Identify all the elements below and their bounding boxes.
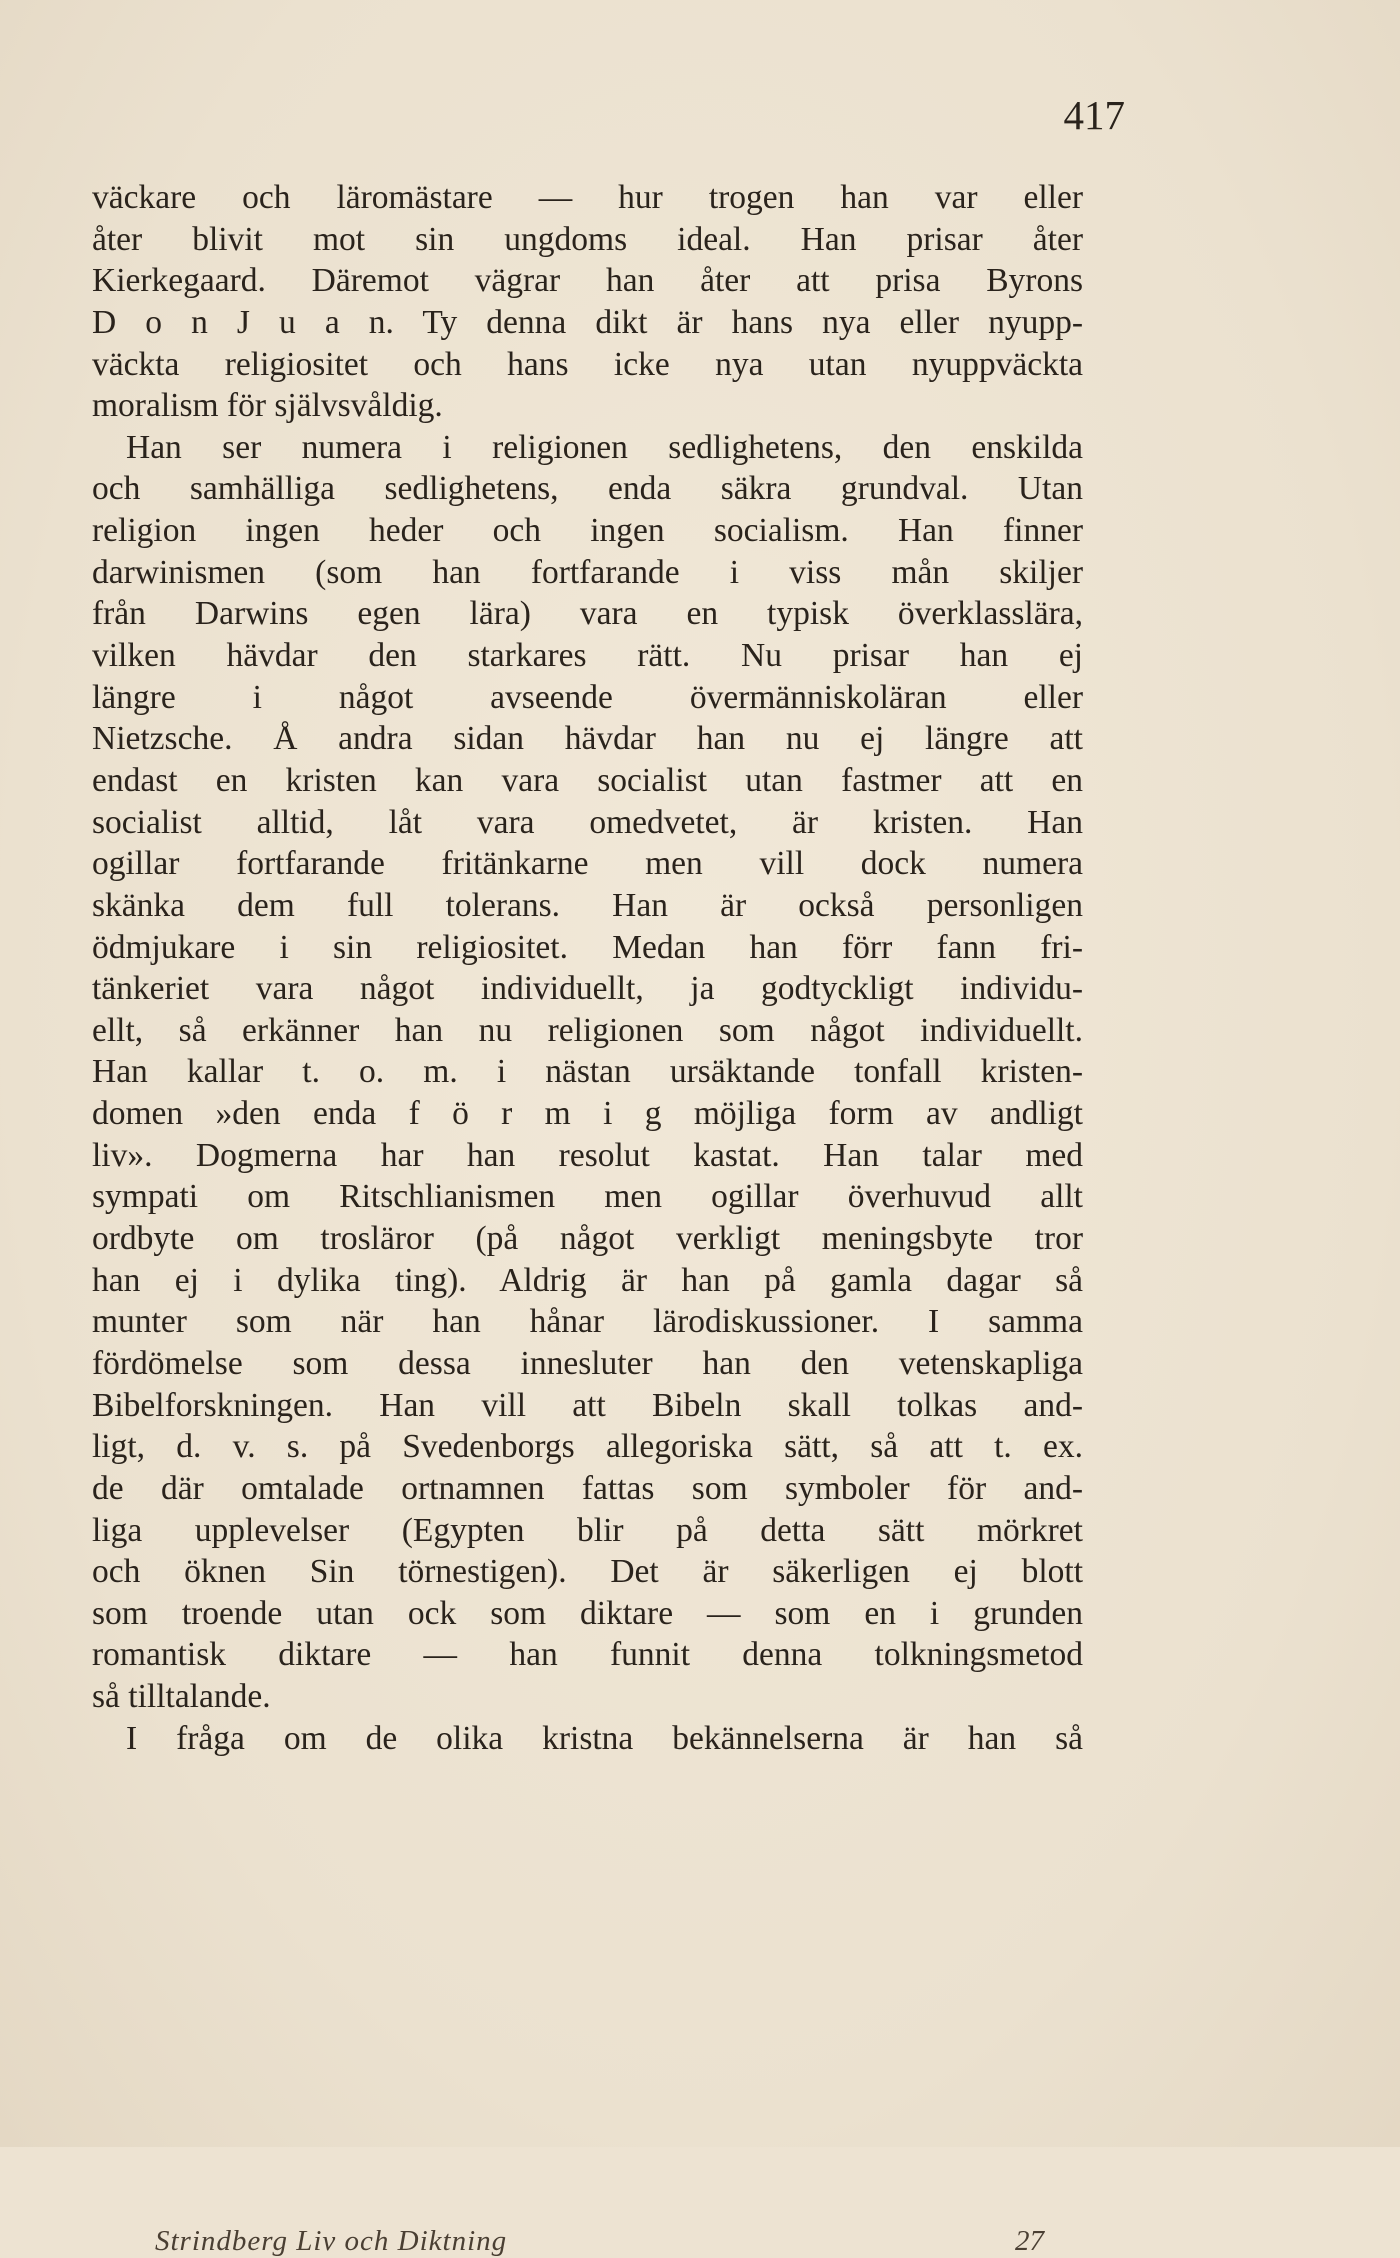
- text-line: Bibelforskningen. Han vill att Bibeln skall tolkas and-: [92, 1386, 1083, 1424]
- text-line: längre i något avseende övermänniskoläran eller: [92, 678, 1083, 716]
- text-line: darwinismen (som han fortfarande i viss mån skiljer: [92, 553, 1083, 591]
- text-line: och samhälliga sedlighetens, enda säkra grundval. Utan: [92, 470, 1083, 508]
- text-line: han ej i dylika ting). Aldrig är han på gamla dagar så: [92, 1261, 1083, 1299]
- body-text: [92, 177, 1083, 1759]
- text-line: domen »den enda f ö r m i g möjliga form av andligt: [92, 1095, 1083, 1133]
- signature-mark: Strindberg Liv och Diktning: [155, 2225, 508, 2257]
- text-line: ödmjukare i sin religiositet. Medan han förr fann fri-: [92, 928, 1083, 966]
- text-line: vilken hävdar den starkares rätt. Nu prisar han ej: [92, 637, 1083, 675]
- text-line: väckta religiositet och hans icke nya utan nyuppväckta: [92, 345, 1083, 383]
- text-line: D o n J u a n. Ty denna dikt är hans nya eller nyupp-: [92, 303, 1083, 341]
- text-line: Kierkegaard. Däremot vägrar han åter att prisa Byrons: [92, 262, 1083, 300]
- text-line: Han ser numera i religionen sedlighetens, den enskilda: [126, 428, 1083, 466]
- text-line: endast en kristen kan vara socialist utan fastmer att en: [92, 761, 1083, 799]
- text-line: de där omtalade ortnamnen fattas som symboler för and-: [92, 1469, 1083, 1507]
- text-line: Nietzsche. Å andra sidan hävdar han nu ej längre att: [92, 720, 1083, 758]
- text-line: liv». Dogmerna har han resolut kastat. Han talar med: [92, 1136, 1083, 1174]
- text-line: munter som när han hånar lärodiskussioner. I samma: [92, 1303, 1083, 1341]
- signature-number: 27: [1015, 2225, 1044, 2257]
- text-line: religion ingen heder och ingen socialism. Han finner: [92, 512, 1083, 550]
- page-number: 417: [1063, 92, 1125, 138]
- text-line: åter blivit mot sin ungdoms ideal. Han prisar åter: [92, 220, 1083, 258]
- text-line: fördömelse som dessa innesluter han den vetenskapliga: [92, 1344, 1083, 1382]
- text-line: tänkeriet vara något individuellt, ja godtyckligt individu-: [92, 970, 1083, 1008]
- text-line: skänka dem full tolerans. Han är också personligen: [92, 886, 1083, 924]
- text-line: ordbyte om trosläror (på något verkligt meningsbyte tror: [92, 1220, 1083, 1258]
- text-line: från Darwins egen lära) vara en typisk överklasslära,: [92, 595, 1083, 633]
- text-line: ogillar fortfarande fritänkarne men vill dock numera: [92, 845, 1083, 883]
- text-line: som troende utan ock som diktare — som en i grunden: [92, 1594, 1083, 1632]
- text-line: ellt, så erkänner han nu religionen som något individuellt.: [92, 1011, 1083, 1049]
- text-line: liga upplevelser (Egypten blir på detta sätt mörkret: [92, 1511, 1083, 1549]
- text-line: romantisk diktare — han funnit denna tolkningsmetod: [92, 1636, 1083, 1674]
- text-line: ligt, d. v. s. på Svedenborgs allegoriska sätt, så att t. ex.: [92, 1428, 1083, 1466]
- text-line: Han kallar t. o. m. i nästan ursäktande tonfall kristen-: [92, 1053, 1083, 1091]
- text-line: väckare och läromästare — hur trogen han var eller: [92, 179, 1083, 216]
- text-line: moralism för självsvåldig.: [92, 387, 443, 425]
- text-line: I fråga om de olika kristna bekännelserna är han så: [126, 1719, 1083, 1757]
- text-line: sympati om Ritschlianismen men ogillar överhuvud allt: [92, 1178, 1083, 1216]
- text-line: och öknen Sin törnestigen). Det är säkerligen ej blott: [92, 1553, 1083, 1591]
- text-line: socialist alltid, låt vara omedvetet, är kristen. Han: [92, 803, 1083, 841]
- text-line: så tilltalande.: [92, 1678, 271, 1716]
